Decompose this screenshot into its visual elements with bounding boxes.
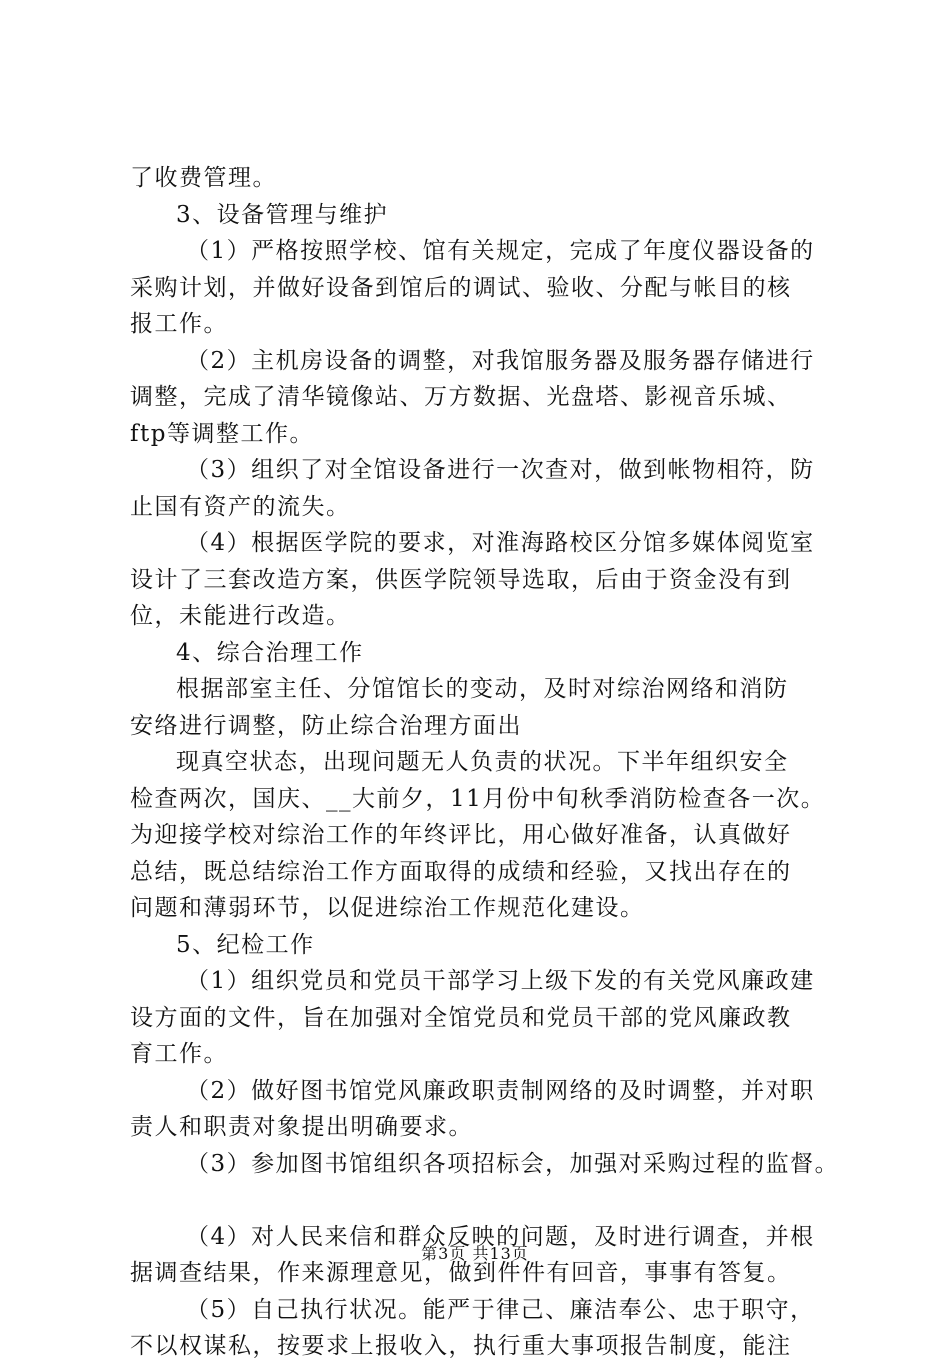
paragraph-line: （1）严格按照学校、馆有关规定，完成了年度仪器设备的 <box>186 238 815 264</box>
paragraph-line: 调整，完成了清华镜像站、万方数据、光盘塔、影视音乐城、 <box>130 384 792 410</box>
section-heading: 5、纪检工作 <box>176 931 315 958</box>
paragraph-line: （3）参加图书馆组织各项招标会，加强对采购过程的监督。 <box>186 1150 840 1177</box>
paragraph-line: 安络进行调整，防止综合治理方面出 <box>130 712 522 739</box>
paragraph-line: 了收费管理。 <box>130 165 277 191</box>
paragraph-line: 设计了三套改造方案，供医学院领导选取，后由于资金没有到 <box>130 566 792 593</box>
paragraph-line: 检查两次，国庆、__大前夕，11月份中旬秋季消防检查各一次。 <box>130 785 826 812</box>
paragraph-line: 根据部室主任、分馆馆长的变动，及时对综治网络和消防 <box>176 676 789 702</box>
paragraph-line: （3）组织了对全馆设备进行一次查对，做到帐物相符，防 <box>186 457 815 483</box>
paragraph-line: 采购计划，并做好设备到馆后的调试、验收、分配与帐目的核 <box>130 274 792 301</box>
paragraph-line: （5）自己执行状况。能严于律己、廉洁奉公、忠于职守， <box>186 1296 815 1323</box>
paragraph-line: 报工作。 <box>130 311 228 337</box>
paragraph-line: 为迎接学校对综治工作的年终评比，用心做好准备，认真做好 <box>130 822 792 848</box>
paragraph-line: （2）做好图书馆党风廉政职责制网络的及时调整，并对职 <box>186 1077 815 1104</box>
paragraph-line: 总结，既总结综治工作方面取得的成绩和经验，又找出存在的 <box>130 858 792 885</box>
paragraph-line: （1）组织党员和党员干部学习上级下发的有关党风廉政建 <box>186 968 815 994</box>
section-heading: 3、设备管理与维护 <box>176 201 389 228</box>
page-number-footer: 第3页 共13页 <box>421 1244 529 1263</box>
paragraph-line: （4）根据医学院的要求，对淮海路校区分馆多媒体阅览室 <box>186 530 815 556</box>
paragraph-line: 设方面的文件，旨在加强对全馆党员和党员干部的党风廉政教 <box>130 1004 792 1031</box>
paragraph-line: （4）对人民来信和群众反映的问题，及时进行调查，并根 <box>186 1223 815 1250</box>
section-heading: 4、综合治理工作 <box>176 639 364 666</box>
paragraph-line: 位，未能进行改造。 <box>130 603 351 629</box>
paragraph-line: 据调查结果，作来源理意见，做到件件有回音，事事有答复。 <box>130 1260 792 1286</box>
paragraph-line: 育工作。 <box>130 1041 228 1067</box>
paragraph-line: 不以权谋私，按要求上报收入，执行重大事项报告制度，能注 <box>130 1333 792 1359</box>
paragraph-line: 现真空状态，出现问题无人负责的状况。下半年组织安全 <box>176 749 789 775</box>
paragraph-line: 问题和薄弱环节，以促进综治工作规范化建设。 <box>130 895 645 921</box>
document-body <box>130 160 850 1365</box>
paragraph-line: ftp等调整工作。 <box>130 420 314 447</box>
paragraph-line: 止国有资产的流失。 <box>130 493 351 520</box>
paragraph-line: （2）主机房设备的调整，对我馆服务器及服务器存储进行 <box>186 347 815 374</box>
blank-line <box>130 1182 850 1219</box>
paragraph-line: 责人和职责对象提出明确要求。 <box>130 1114 473 1140</box>
